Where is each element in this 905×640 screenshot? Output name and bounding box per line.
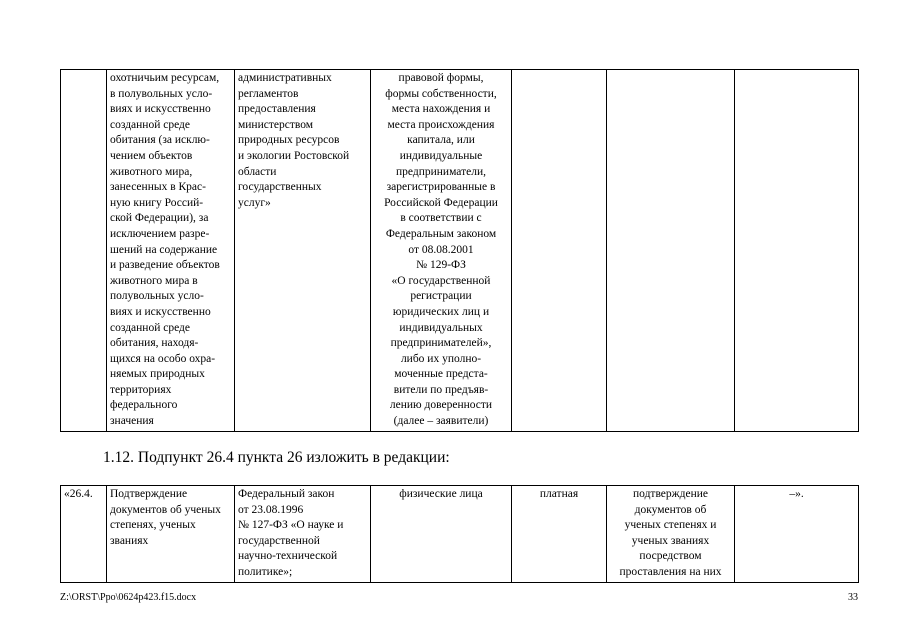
t2-cell-applicants: физические лица <box>371 486 512 583</box>
text-line: предпринимателей», <box>390 337 492 350</box>
text-line: обитания, находя- <box>110 337 199 350</box>
text-line: созданной среде <box>110 321 190 334</box>
text-line: места происхождения <box>387 118 495 131</box>
text-line: виях и искусственно <box>110 305 211 318</box>
text-line: «О государственной <box>391 274 491 287</box>
t2-cell-fee: платная <box>512 486 607 583</box>
text-line: документов об <box>634 503 707 516</box>
amendment-heading: 1.12. Подпункт 26.4 пункта 26 изложить в редакции: <box>103 449 450 466</box>
text-line: территориях <box>110 383 172 396</box>
continuation-table <box>60 69 859 432</box>
text-line: и разведение объектов <box>110 259 220 272</box>
text-line: званиях <box>110 534 149 547</box>
text-line: индивидуальных <box>399 321 483 334</box>
text-line: Федеральным законом <box>385 227 497 240</box>
text-line: Подтверждение <box>110 488 188 500</box>
text-line: занесенных в Крас- <box>110 181 206 194</box>
text-line: ской Федерации), за <box>110 212 209 225</box>
text-line: министерством <box>238 118 314 131</box>
text-line: места нахождения и <box>391 103 491 116</box>
t1-cell-number <box>61 70 107 432</box>
text-line: лению доверенности <box>389 399 493 412</box>
t1-cell-service-name <box>107 70 235 432</box>
text-line: ученых званиях <box>631 534 710 547</box>
t2-cell-number: «26.4. <box>61 486 107 583</box>
text-line: политике»; <box>238 565 293 578</box>
text-line: формы собственности, <box>385 87 497 100</box>
text-line: федерального <box>110 399 178 412</box>
text-line: области <box>238 165 277 178</box>
text-line: юридических лиц и <box>392 305 490 318</box>
text-line: охотничьим ресурсам, <box>110 72 220 84</box>
text-line: Федеральный закон <box>238 488 335 500</box>
text-line: посредством <box>639 550 702 563</box>
text-line: созданной среде <box>110 118 190 131</box>
text-line: няемых природных <box>110 368 205 381</box>
text-line: предприниматели, <box>396 165 486 178</box>
text-line: ную книгу Россий- <box>110 196 204 209</box>
text-line: чением объектов <box>110 149 193 162</box>
text-line: регистрации <box>410 290 472 303</box>
text-line: административных <box>238 72 332 84</box>
text-line: моченные предста- <box>394 368 488 381</box>
text-line: исключением разре- <box>110 227 210 240</box>
text-line: № 127-ФЗ «О науке и <box>238 519 344 532</box>
text-line: природных ресурсов <box>238 134 340 147</box>
text-line: подтверждение <box>633 488 708 500</box>
text-line: в соответствии с <box>400 212 482 225</box>
text-line: (далее – заявители) <box>393 415 489 428</box>
text-line: в полувольных усло- <box>110 87 213 100</box>
text-line: государственной <box>238 534 320 547</box>
text-line: от 08.08.2001 <box>408 243 474 256</box>
text-line: регламентов <box>238 87 299 100</box>
t2-cell-service-name <box>107 486 235 583</box>
text-line: научно-технической <box>238 550 338 563</box>
amendment-table <box>60 485 859 583</box>
text-line: обитания (за исклю- <box>110 134 210 147</box>
text-line: правовой формы, <box>398 72 484 84</box>
text-line: степенях, ученых <box>110 519 196 532</box>
text-line: проставления на них <box>619 565 722 578</box>
t1-cell-fee <box>512 70 607 432</box>
text-line: документов об ученых <box>110 503 221 516</box>
text-line: предоставления <box>238 103 316 116</box>
t1-cell-note <box>735 70 859 432</box>
text-line: ученых степенях и <box>624 519 717 532</box>
text-line: виях и искусственно <box>110 103 211 116</box>
text-line: животного мира, <box>110 165 193 178</box>
text-line: значения <box>110 415 154 428</box>
text-line: щихся на особо охра- <box>110 352 216 365</box>
text-line: и экологии Ростовской <box>238 149 350 162</box>
text-line: Российской Федерации <box>384 196 498 209</box>
text-line: зарегистрированные в <box>386 181 496 194</box>
footer-page-number: 33 <box>848 592 858 603</box>
text-line: индивидуальные <box>399 149 483 162</box>
t1-cell-applicants <box>371 70 512 432</box>
text-line: животного мира в <box>110 274 198 287</box>
text-line: вители по предъяв- <box>393 383 489 396</box>
t2-cell-note: –». <box>735 486 859 583</box>
text-line: от 23.08.1996 <box>238 503 304 516</box>
text-line: государственных <box>238 181 322 194</box>
text-line: либо их уполно- <box>400 352 482 365</box>
text-line: капитала, или <box>407 134 475 147</box>
text-line: № 129-ФЗ <box>416 259 466 272</box>
text-line: полувольных усло- <box>110 290 204 303</box>
text-line: шений на содержание <box>110 243 218 256</box>
t1-cell-result <box>607 70 735 432</box>
text-line: услуг» <box>238 196 271 209</box>
t2-cell-result <box>607 486 735 583</box>
footer-file-path: Z:\ORST\Ppo\0624p423.f15.docx <box>60 592 197 603</box>
t2-cell-legal-basis <box>235 486 371 583</box>
t1-cell-legal-basis <box>235 70 371 432</box>
